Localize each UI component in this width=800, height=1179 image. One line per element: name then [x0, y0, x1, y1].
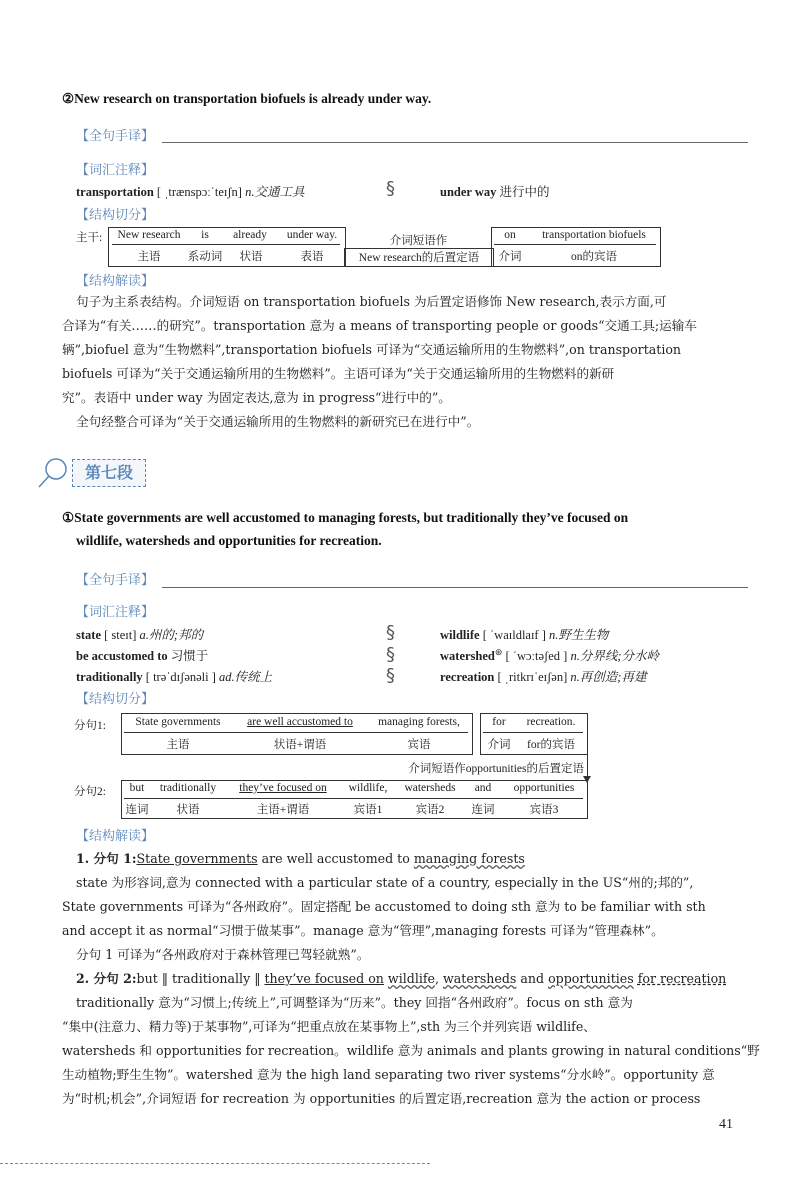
bottom-rule: [0, 1163, 430, 1164]
clause2-line-5: 为“时机;机会”,介词短语 for recreation 为 opportunities 的后置定语,recreation 意为 the action or process: [62, 1091, 701, 1106]
clause2-word-1: but: [129, 782, 145, 794]
vocab-ipa: [ ˌritkrɪˈeɪʃən]: [494, 670, 571, 684]
label-vocab: 【词汇注释】: [76, 605, 155, 620]
vocab-word: state: [76, 628, 101, 642]
heading-object-2: watersheds: [443, 971, 517, 986]
clause1-heading: [76, 847, 525, 871]
heading-prefix: 2. 分句 2:: [76, 971, 137, 986]
clause2-underline: [124, 798, 583, 799]
clause2-role-5: 宾语2: [415, 804, 445, 816]
main-role-2: 系动词: [187, 251, 223, 263]
label-translation: 【全句手译】: [76, 573, 155, 588]
clause2-word-4: wildlife,: [348, 782, 388, 794]
clause1-line-1: state 为形容词,意为 connected with a particular state of a country, especially in the US“州的;邦的”,: [76, 875, 694, 890]
vocab-word: watershed: [440, 649, 495, 663]
page-number: 41: [719, 1117, 733, 1132]
vocab-pos: n.分界线;分水岭: [570, 649, 659, 663]
clause2-line-4: 生动植物;野生生物”。watershed 意为 the high land separating two river systems“分水岭”。opportunity 意: [62, 1067, 715, 1082]
clause2-word-3: they’ve focused on: [239, 782, 327, 794]
clause1-word-3: managing forests,: [378, 716, 460, 728]
clause1-line-2: State governments 可译为“各州政府”。固定搭配 be accustomed to doing sth 意为 to be familiar with sth: [62, 899, 706, 914]
section-header: [36, 454, 206, 490]
analysis-line-3: 辆”,biofuel 意为“生物燃料”,transportation biofuels 可译为“交通运输所用的生物燃料”,on transportation: [62, 342, 682, 357]
vocab-under-way: [440, 182, 550, 200]
translation-line: [162, 587, 748, 588]
clause2-word-6: and: [474, 782, 492, 794]
mod-word-2: transportation biofuels: [542, 229, 646, 241]
vocab-recreation: [440, 667, 646, 685]
clause1-mod-role-1: 介词: [487, 739, 511, 751]
arrow-note: 介词短语作opportunities的后置定语: [408, 763, 584, 775]
analysis-line-1: 句子为主系表结构。介词短语 on transportation biofuels 为后置定语修饰 New research,表示方面,可: [76, 294, 667, 309]
label-translation: 【全句手译】: [76, 129, 155, 144]
clause2-heading: [76, 967, 726, 991]
clause2-word-2: traditionally: [159, 782, 217, 794]
section-title: 第七段: [72, 459, 146, 487]
vocab-ipa: [ ˈwaɪldlaɪf ]: [479, 628, 550, 642]
vocab-word: under way: [440, 185, 497, 199]
main-role-3: 状语: [239, 251, 263, 263]
clause2-word-5: watersheds: [404, 782, 456, 794]
heading-adverb: ‖ traditionally ‖: [157, 971, 265, 986]
heading-attributive: for recreation: [637, 971, 727, 986]
vocab-pos: a.州的;邦的: [139, 628, 204, 642]
clause1-mod-role-2: for的宾语: [527, 739, 575, 751]
main-role-4: 表语: [300, 251, 324, 263]
mod-role-1: 介词: [498, 251, 522, 263]
analysis-line-4: biofuels 可译为“关于交通运输所用的生物燃料”。主语可译为“关于交通运输所用的生物燃料的新研: [62, 366, 615, 381]
sentence-1-line-1: ①State governments are well accustomed to managing forests, but traditionally they’ve focused on: [62, 510, 629, 525]
vocab-pos: 习惯于: [167, 649, 209, 663]
vocab-pos: n.再创造;再建: [570, 670, 647, 684]
main-word-3: already: [233, 229, 267, 241]
clause1-mod-word-2: recreation.: [526, 716, 576, 728]
clause2-role-6: 连词: [471, 804, 495, 816]
heading-comma: ,: [435, 971, 444, 986]
clause1-underline: [124, 732, 468, 733]
main-label: 主干:: [76, 232, 103, 244]
clause2-role-3: 主语+谓语: [256, 804, 310, 816]
label-analysis: 【结构解读】: [76, 829, 155, 844]
label-vocab: 【词汇注释】: [76, 163, 155, 178]
magnifier-icon: [36, 456, 70, 490]
clause2-role-7: 宾语3: [529, 804, 559, 816]
vocab-word: recreation: [440, 670, 495, 684]
footnote-mark: ⊛: [494, 646, 503, 657]
brace-icon: §: [386, 178, 395, 199]
label-split: 【结构切分】: [76, 692, 155, 707]
clause2-role-4: 宾语1: [353, 804, 383, 816]
clause1-mod-word-1: for: [492, 716, 506, 728]
heading-object-1: wildlife: [387, 971, 435, 986]
clause1-word-1: State governments: [135, 716, 221, 728]
vocab-watershed: [440, 646, 659, 664]
clause1-summary: 分句 1 可译为“各州政府对于森林管理已驾轻就熟”。: [76, 947, 370, 962]
vocab-ipa: [ ˌtrænspɔːˈteɪʃn]: [153, 185, 246, 199]
heading-conj: but: [136, 971, 158, 986]
analysis-line-5: 究”。表语中 under way 为固定表达,意为 in progress“进行中的”。: [62, 390, 451, 405]
vocab-state: [76, 625, 203, 643]
main-word-4: under way.: [286, 229, 338, 241]
mod-role-2: on的宾语: [571, 251, 617, 263]
main-word-1: New research: [117, 229, 181, 241]
vocab-ipa: [ steɪt]: [101, 628, 140, 642]
heading-subject: State governments: [136, 851, 258, 866]
clause2-word-7: opportunities: [513, 782, 575, 794]
vocab-ipa: [ trəˈdɪʃənəli ]: [142, 670, 220, 684]
clause1-role-1: 主语: [166, 739, 190, 751]
brace-icon: §: [386, 644, 395, 665]
vocab-word: wildlife: [440, 628, 480, 642]
clause2-label: 分句2:: [74, 786, 106, 798]
main-word-2: is: [201, 229, 209, 241]
main-underline: [112, 244, 340, 245]
vocab-wildlife: [440, 625, 608, 643]
vocab-word: be accustomed to: [76, 649, 168, 663]
mod-word-1: on: [504, 229, 516, 241]
sentence-1-line-2: wildlife, watersheds and opportunities for recreation.: [76, 533, 382, 548]
vocab-word: transportation: [76, 185, 154, 199]
clause2-role-2: 状语: [176, 804, 200, 816]
vocab-transportation: [76, 182, 304, 200]
translation-line: [162, 142, 748, 143]
heading-object: managing forests: [413, 851, 525, 866]
mod-underline: [494, 244, 656, 245]
label-analysis: 【结构解读】: [76, 274, 155, 289]
label-split: 【结构切分】: [76, 208, 155, 223]
heading-predicate: are well accustomed to: [257, 851, 414, 866]
heading-and: and: [516, 971, 549, 986]
sentence-2: ②New research on transportation biofuels is already under way.: [62, 91, 432, 106]
clause2-line-1: traditionally 意为“习惯上;传统上”,可调整译为“历来”。they 回指“各州政府”。focus on sth 意为: [76, 995, 633, 1010]
vocab-meaning: 进行中的: [496, 185, 550, 199]
clause1-role-2: 状语+谓语: [273, 739, 327, 751]
clause1-label: 分句1:: [74, 720, 106, 732]
clause1-line-3: and accept it as normal“习惯于做某事”。manage 意为“管理”,managing forests 可译为“管理森林”。: [62, 923, 664, 938]
vocab-be-accustomed: [76, 646, 208, 664]
vocab-pos: n.野生生物: [549, 628, 609, 642]
arrow-stem: [587, 753, 588, 778]
brace-icon: §: [386, 622, 395, 643]
clause1-mod-underline: [483, 732, 583, 733]
vocab-word: traditionally: [76, 670, 143, 684]
clause1-word-2: are well accustomed to: [247, 716, 353, 728]
brace-icon: §: [386, 665, 395, 686]
heading-prefix: 1. 分句 1:: [76, 851, 137, 866]
heading-predicate: they’ve focused on: [264, 971, 384, 986]
vocab-ipa: [ ˈwɔːtəʃed ]: [502, 649, 571, 663]
heading-object-3: opportunities: [548, 971, 634, 986]
mod-note-2: New research的后置定语: [358, 252, 480, 264]
vocab-traditionally: [76, 667, 272, 685]
analysis-line-2: 合译为“有关……的研究”。transportation 意为 a means of transporting people or goods“交通工具;运输车: [62, 318, 697, 333]
mod-note: 介词短语作: [389, 235, 448, 247]
clause2-line-2: “集中(注意力、精力等)于某事物”,可译为“把重点放在某事物上”,sth 为三个并列宾语 wildlife、: [62, 1019, 596, 1034]
clause2-role-1: 连词: [125, 804, 149, 816]
analysis-summary: 全句经整合可译为“关于交通运输所用的生物燃料的新研究已在进行中”。: [76, 414, 480, 429]
vocab-pos: n.交通工具: [245, 185, 305, 199]
vocab-pos: ad.传统上: [219, 670, 273, 684]
clause1-role-3: 宾语: [407, 739, 431, 751]
clause2-line-3: watersheds 和 opportunities for recreation。wildlife 意为 animals and plants growing in natural conditions“野: [62, 1043, 760, 1058]
main-role-1: 主语: [137, 251, 161, 263]
